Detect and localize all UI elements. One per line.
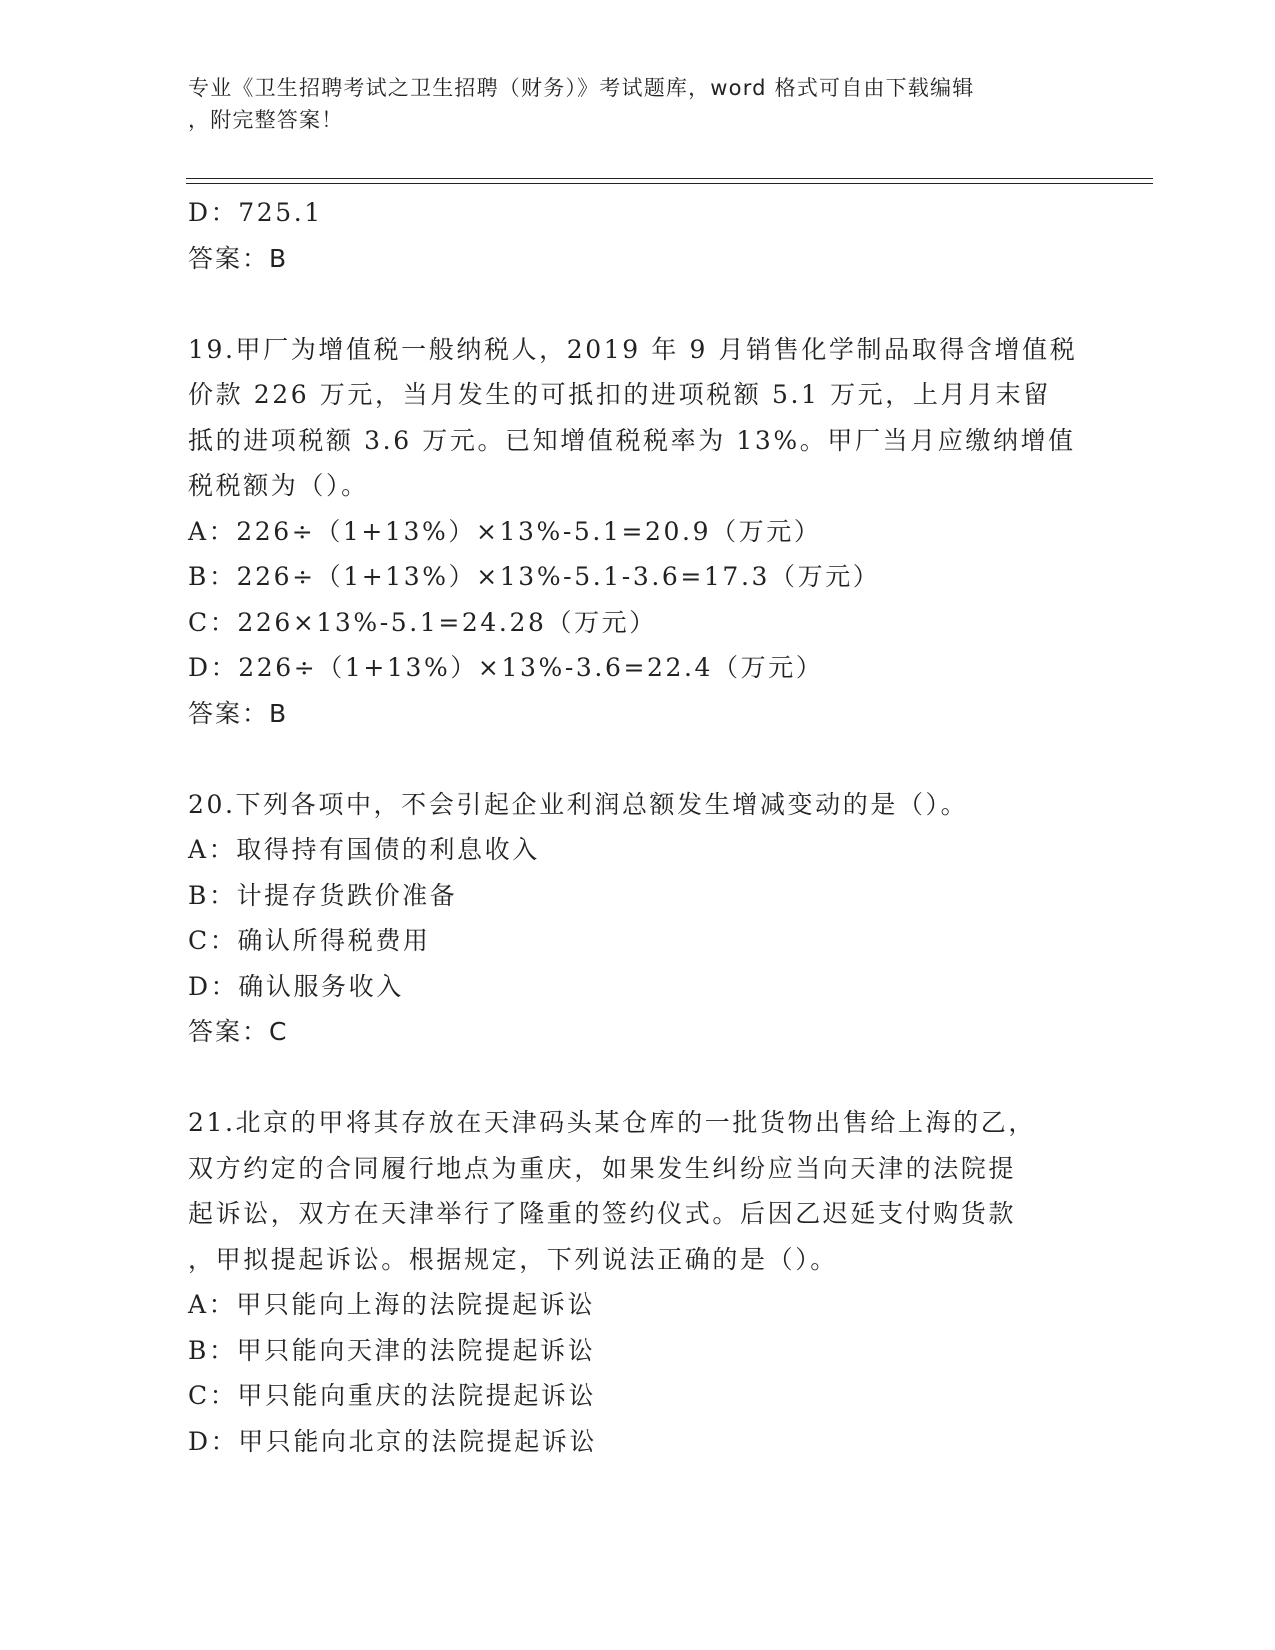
spacer	[188, 281, 1088, 327]
header-title-line-2: ，附完整答案！	[188, 108, 344, 132]
question-text-line: 双方约定的合同履行地点为重庆，如果发生纠纷应当向天津的法院提	[188, 1153, 1017, 1183]
question-text-line: 价款 226 万元，当月发生的可抵扣的进项税额 5.1 万元，上月月末留	[188, 380, 1051, 409]
option-a: A：取得持有国债的利息收入	[188, 835, 540, 864]
header-title-line-1: 专业《卫生招聘考试之卫生招聘（财务）》考试题库，word 格式可自由下载编辑	[188, 76, 975, 100]
answer-label: 答案：C	[188, 1017, 289, 1046]
question-content	[188, 190, 1088, 1464]
option-c: C：确认所得税费用	[188, 926, 431, 955]
question-text-line: 19.甲厂为增值税一般纳税人，2019 年 9 月销售化学制品取得含增值税	[188, 334, 1078, 364]
question-text-line: 21.北京的甲将其存放在天津码头某仓库的一批货物出售给上海的乙，	[188, 1108, 1036, 1137]
question-text-line: ，甲拟提起诉讼。根据规定，下列说法正确的是（）。	[188, 1244, 838, 1274]
option-d: D：确认服务收入	[188, 971, 404, 1001]
option-c: C：226×13%-5.1=24.28（万元）	[188, 607, 657, 637]
option-d: D：甲只能向北京的法院提起诉讼	[188, 1426, 598, 1456]
question-text-line: 税税额为（）。	[188, 471, 369, 500]
previous-question-tail	[188, 190, 1088, 281]
option-d: D：725.1	[188, 198, 323, 227]
answer-label: 答案：B	[188, 698, 289, 728]
option-a: A：226÷（1+13%）×13%-5.1=20.9（万元）	[188, 516, 822, 546]
question-text-line: 抵的进项税额 3.6 万元。已知增值税税率为 13%。甲厂当月应缴纳增值	[188, 425, 1076, 455]
option-a: A：甲只能向上海的法院提起诉讼	[188, 1290, 596, 1319]
option-b: B：甲只能向天津的法院提起诉讼	[188, 1335, 596, 1365]
option-b: B：226÷（1+13%）×13%-5.1-3.6=17.3（万元）	[188, 562, 881, 591]
spacer	[188, 1055, 1088, 1101]
question-19	[188, 327, 1088, 737]
question-text-line: 起诉讼，双方在天津举行了隆重的签约仪式。后因乙迟延支付购货款	[188, 1199, 1017, 1228]
header-divider-bottom	[186, 183, 1153, 184]
option-d: D：226÷（1+13%）×13%-3.6=22.4（万元）	[188, 653, 824, 682]
answer-label: 答案：B	[188, 243, 289, 273]
question-21	[188, 1100, 1088, 1464]
option-b: B：计提存货跌价准备	[188, 880, 458, 910]
question-text-line: 20.下列各项中，不会引起企业利润总额发生增减变动的是（）。	[188, 789, 969, 819]
header-divider-top	[186, 178, 1153, 179]
spacer	[188, 736, 1088, 782]
document-header	[188, 72, 1088, 136]
option-c: C：甲只能向重庆的法院提起诉讼	[188, 1381, 597, 1410]
question-20	[188, 782, 1088, 1055]
